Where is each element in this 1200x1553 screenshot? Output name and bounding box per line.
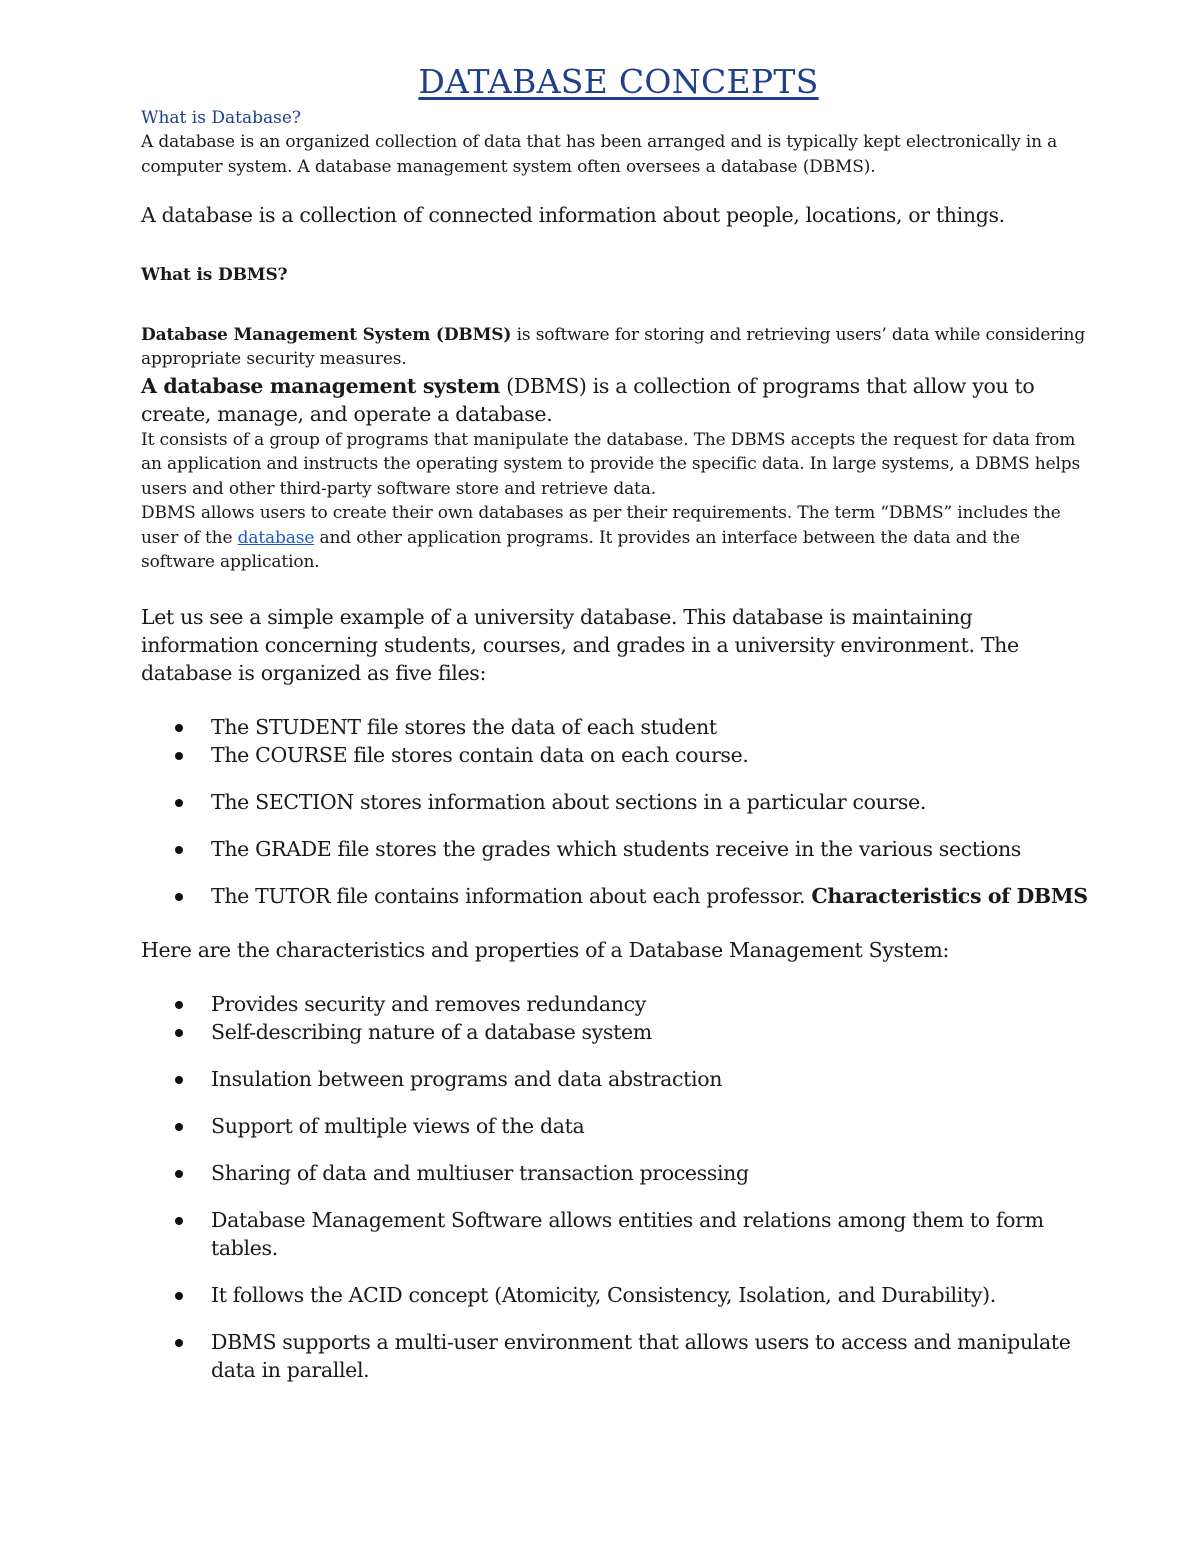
bullet-icon (175, 1123, 183, 1131)
dbms-users-text-a: DBMS allows users to create their own databases as per their requirements. The term “DBMS” includes the user of the (141, 503, 1061, 548)
list-item: Support of multiple views of the data (141, 1112, 1096, 1140)
bullet-icon (175, 1292, 183, 1300)
bullet-icon (175, 1076, 183, 1084)
list-item: Self-describing nature of a database system (141, 1018, 1096, 1046)
bullet-icon (175, 893, 183, 901)
document-page (141, 62, 1096, 1384)
bullet-icon (175, 1339, 183, 1347)
bullet-icon (175, 1029, 183, 1037)
list-item: The TUTOR file contains information about each professor. Characteristics of DBMS (141, 882, 1096, 910)
list-item: The GRADE file stores the grades which students receive in the various sections (141, 835, 1096, 863)
bullet-icon (175, 1170, 183, 1178)
dbms-definition-text: is software for storing and retrieving users’ data while considering appropriate security measures. (141, 324, 1086, 369)
dbms-users-paragraph (141, 501, 1096, 575)
characteristics-intro: Here are the characteristics and properties of a Database Management System: (141, 937, 950, 962)
dbms-definition (141, 323, 1096, 372)
list-item: Insulation between programs and data abstraction (141, 1065, 1096, 1093)
list-item: Sharing of data and multiuser transaction processing (141, 1159, 1096, 1187)
database-summary: A database is a collection of connected information about people, locations, or things. (141, 203, 1005, 227)
dbms-collection-text: (DBMS) is a collection of programs that allow you to create, manage, and operate a database. (141, 373, 1035, 426)
bullet-icon (175, 799, 183, 807)
dbms-term: Database Management System (DBMS) (141, 324, 512, 345)
list-item: Database Management Software allows entities and relations among them to form tables. (141, 1206, 1096, 1262)
bullet-icon (175, 752, 183, 760)
university-files-list (141, 713, 1096, 910)
list-item: It follows the ACID concept (Atomicity, Consistency, Isolation, and Durability). (141, 1281, 1096, 1309)
bullet-icon (175, 1217, 183, 1225)
characteristics-heading: Characteristics of DBMS (811, 883, 1088, 908)
dbms-term-bold: A database management system (141, 373, 500, 398)
question-what-is-database: What is Database? (141, 108, 302, 128)
bullet-icon (175, 1001, 183, 1009)
list-item: The SECTION stores information about sections in a particular course. (141, 788, 1096, 816)
list-item: The COURSE file stores contain data on each course. (141, 741, 1096, 769)
university-example-intro: Let us see a simple example of a university database. This database is maintaining information concerning students, courses, and grades in a university environment. The database is organized as five files: (141, 604, 1019, 685)
page-title: DATABASE CONCEPTS (418, 62, 819, 101)
dbms-programs-paragraph: It consists of a group of programs that manipulate the database. The DBMS accepts the request for data from an application and instructs the operating system to provide the specific data. In large systems, a DBMS helps users and other third-party software store and retrieve data. (141, 429, 1081, 499)
list-item: Provides security and removes redundancy (141, 990, 1096, 1018)
heading-what-is-dbms: What is DBMS? (141, 265, 288, 285)
list-item: DBMS supports a multi-user environment that allows users to access and manipulate data in parallel. (141, 1328, 1096, 1384)
database-link[interactable]: database (237, 527, 315, 548)
bullet-icon (175, 846, 183, 854)
bullet-icon (175, 724, 183, 732)
characteristics-list (141, 990, 1096, 1384)
database-definition: A database is an organized collection of data that has been arranged and is typically kept electronically in a computer system. A database management system often oversees a database (DBMS). (141, 132, 1058, 177)
dbms-users-text-b: and other application programs. It provides an interface between the data and the software application. (141, 527, 1020, 572)
dbms-collection-paragraph (141, 372, 1096, 428)
list-item: The STUDENT file stores the data of each student (141, 713, 1096, 741)
